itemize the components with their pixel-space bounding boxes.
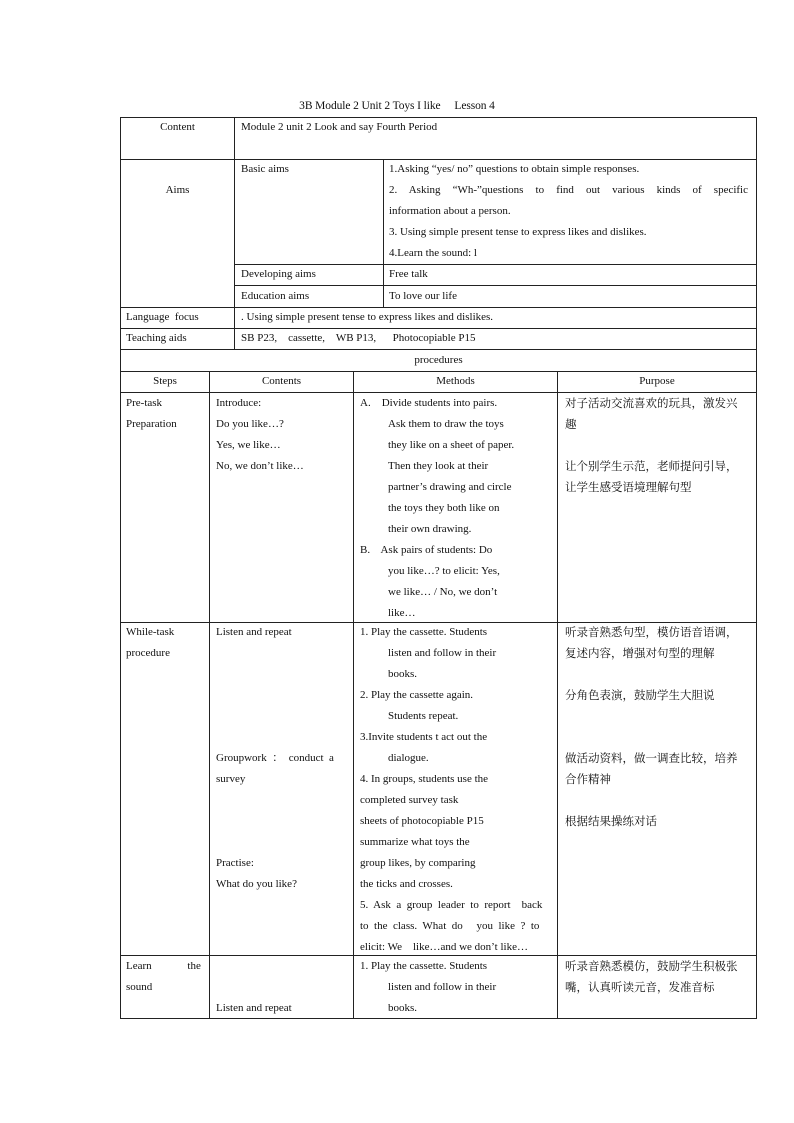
pre-task-method-line: they like on a sheet of paper. xyxy=(388,439,515,451)
while-task-content-line: survey xyxy=(216,773,246,785)
while-task-method-line: dialogue. xyxy=(388,752,429,764)
learn-sound-step-1: Learn the xyxy=(126,960,201,972)
pre-task-methods xyxy=(360,393,555,624)
learn-sound-method-line: listen and follow in their xyxy=(388,981,497,993)
while-task-method-line: sheets of photocopiable P15 xyxy=(360,815,484,827)
pre-task-method-line: Ask them to draw the toys xyxy=(388,418,504,430)
content-value: Module 2 unit 2 Look and say Fourth Period xyxy=(241,121,438,133)
developing-aims-value: Free talk xyxy=(389,268,428,280)
learn-sound-contents xyxy=(216,956,351,1019)
title-text: 3B Module 2 Unit 2 Toys I like xyxy=(299,100,441,112)
pre-task-method-line: B. Ask pairs of students: Do xyxy=(360,544,493,556)
developing-aims-label: Developing aims xyxy=(241,268,316,280)
while-task-method-line: elicit: We like…and we don’t like… xyxy=(360,941,528,953)
learn-sound-steps xyxy=(126,956,206,998)
while-task-purpose-line: 做活动资料，做一调查比较，培养 xyxy=(565,751,738,765)
while-task-content-line: Groupwork ： conduct a xyxy=(216,752,334,764)
header-contents: Contents xyxy=(261,375,302,387)
language-focus-label: Language focus xyxy=(126,311,199,323)
while-task-method-line: 5. Ask a group leader to report back xyxy=(360,899,543,911)
while-task-method-line: 3.Invite students t act out the xyxy=(360,731,488,743)
pre-task-content-line: No, we don’t like… xyxy=(216,460,304,472)
while-task-content-line: What do you like? xyxy=(216,878,297,890)
while-task-content-line xyxy=(216,706,346,727)
basic-aim-4: 4.Learn the sound: l xyxy=(389,247,477,259)
learn-sound-purpose-line: 嘴，认真听读元音，发准音标 xyxy=(565,980,715,994)
while-task-method-line: group likes, by comparing xyxy=(360,857,476,869)
education-aims-value: To love our life xyxy=(389,290,457,302)
while-task-method-line: to the class. What do you like ? to xyxy=(360,920,540,932)
pre-task-method-line: partner’s drawing and circle xyxy=(388,481,512,493)
while-task-content-line xyxy=(216,727,346,748)
basic-aim-2b: information about a person. xyxy=(389,205,511,217)
pre-task-purpose-line: 对子活动交流喜欢的玩具，激发兴 xyxy=(565,396,738,410)
while-task-content-line xyxy=(216,643,346,664)
pre-task-purpose-line: 让学生感受语境理解句型 xyxy=(565,480,692,494)
pre-task-method-line: like… xyxy=(388,607,416,619)
while-task-step-1: While-task xyxy=(126,626,175,638)
education-aims-label: Education aims xyxy=(241,290,310,302)
while-task-methods xyxy=(360,622,552,958)
basic-aims-label: Basic aims xyxy=(241,163,289,175)
while-task-steps xyxy=(126,622,206,664)
while-task-method-line: 4. In groups, students use the xyxy=(360,773,489,785)
pre-task-step-1: Pre-task xyxy=(126,397,163,409)
pre-task-purpose xyxy=(565,393,755,498)
pre-task-method-line: Then they look at their xyxy=(388,460,489,472)
while-task-purpose-line xyxy=(565,727,755,748)
while-task-method-line: completed survey task xyxy=(360,794,459,806)
pre-task-method-line: A. Divide students into pairs. xyxy=(360,397,498,409)
while-task-method-line: 1. Play the cassette. Students xyxy=(360,626,488,638)
learn-sound-content-line xyxy=(216,977,351,998)
while-task-method-line: listen and follow in their xyxy=(388,647,497,659)
pre-task-method-line: their own drawing. xyxy=(388,523,472,535)
pre-task-steps xyxy=(126,393,206,435)
header-purpose: Purpose xyxy=(639,375,675,387)
basic-aims-list xyxy=(389,159,748,264)
pre-task-content-line: Introduce: xyxy=(216,397,262,409)
while-task-purpose-line xyxy=(565,664,755,685)
pre-task-content-line: Do you like…? xyxy=(216,418,284,430)
basic-aim-2: 2. Asking “Wh-”questions to find out various kinds of specific xyxy=(389,184,748,196)
while-task-content-line xyxy=(216,685,346,706)
while-task-purpose-line xyxy=(565,790,755,811)
learn-sound-step-2: sound xyxy=(126,981,153,993)
learn-sound-method-line: 1. Play the cassette. Students xyxy=(360,960,488,972)
while-task-method-line: books. xyxy=(388,668,418,680)
pre-task-step-2: Preparation xyxy=(126,418,177,430)
while-task-content-line xyxy=(216,811,346,832)
while-task-purpose-line xyxy=(565,706,755,727)
learn-sound-content-line: Listen and repeat xyxy=(216,1002,292,1014)
while-task-method-line: 2. Play the cassette again. xyxy=(360,689,474,701)
pre-task-purpose-line xyxy=(565,435,755,456)
lesson-text: Lesson 4 xyxy=(454,100,495,112)
while-task-content-line xyxy=(216,790,346,811)
language-focus-value: . Using simple present tense to express likes and dislikes. xyxy=(241,311,494,323)
while-task-content-line: Practise: xyxy=(216,857,254,869)
while-task-method-line: summarize what toys the xyxy=(360,836,470,848)
procedures-label: procedures xyxy=(414,354,463,366)
while-task-content-line: Listen and repeat xyxy=(216,626,292,638)
content-label: Content xyxy=(160,121,195,133)
basic-aim-1: 1.Asking “yes/ no” questions to obtain simple responses. xyxy=(389,163,640,175)
while-task-step-2: procedure xyxy=(126,647,170,659)
pre-task-content-line: Yes, we like… xyxy=(216,439,281,451)
aims-label: Aims xyxy=(165,184,190,196)
teaching-aids-value: SB P23, cassette, WB P13, Photocopiable P15 xyxy=(241,332,476,344)
while-task-method-line: the ticks and crosses. xyxy=(360,878,453,890)
learn-sound-content-line xyxy=(216,956,351,977)
learn-sound-method-line: books. xyxy=(388,1002,418,1014)
while-task-purpose-line: 复述内容，增强对句型的理解 xyxy=(565,646,715,660)
header-methods: Methods xyxy=(436,375,475,387)
basic-aim-3: 3. Using simple present tense to express likes and dislikes. xyxy=(389,226,647,238)
pre-task-purpose-line: 让个别学生示范，老师提问引导， xyxy=(565,459,738,473)
while-task-method-line: Students repeat. xyxy=(388,710,459,722)
pre-task-method-line: we like… / No, we don’t xyxy=(388,586,498,598)
learn-sound-purpose-line: 听录音熟悉模仿，鼓励学生积极张 xyxy=(565,959,738,973)
while-task-content-line xyxy=(216,664,346,685)
while-task-purpose xyxy=(565,622,755,832)
while-task-purpose-line: 根据结果操练对话 xyxy=(565,814,657,828)
while-task-purpose-line: 合作精神 xyxy=(565,772,611,786)
header-steps: Steps xyxy=(153,375,177,387)
while-task-content-line xyxy=(216,832,346,853)
while-task-contents xyxy=(216,622,346,895)
pre-task-method-line: the toys they both like on xyxy=(388,502,500,514)
while-task-purpose-line: 分角色表演，鼓励学生大胆说 xyxy=(565,688,715,702)
pre-task-purpose-line: 趣 xyxy=(565,417,577,431)
while-task-purpose-line: 听录音熟悉句型，模仿语音语调， xyxy=(565,625,738,639)
pre-task-method-line: you like…? to elicit: Yes, xyxy=(388,565,500,577)
teaching-aids-label: Teaching aids xyxy=(126,332,187,344)
learn-sound-purpose xyxy=(565,956,755,998)
pre-task-contents xyxy=(216,393,351,477)
learn-sound-methods xyxy=(360,956,552,1019)
